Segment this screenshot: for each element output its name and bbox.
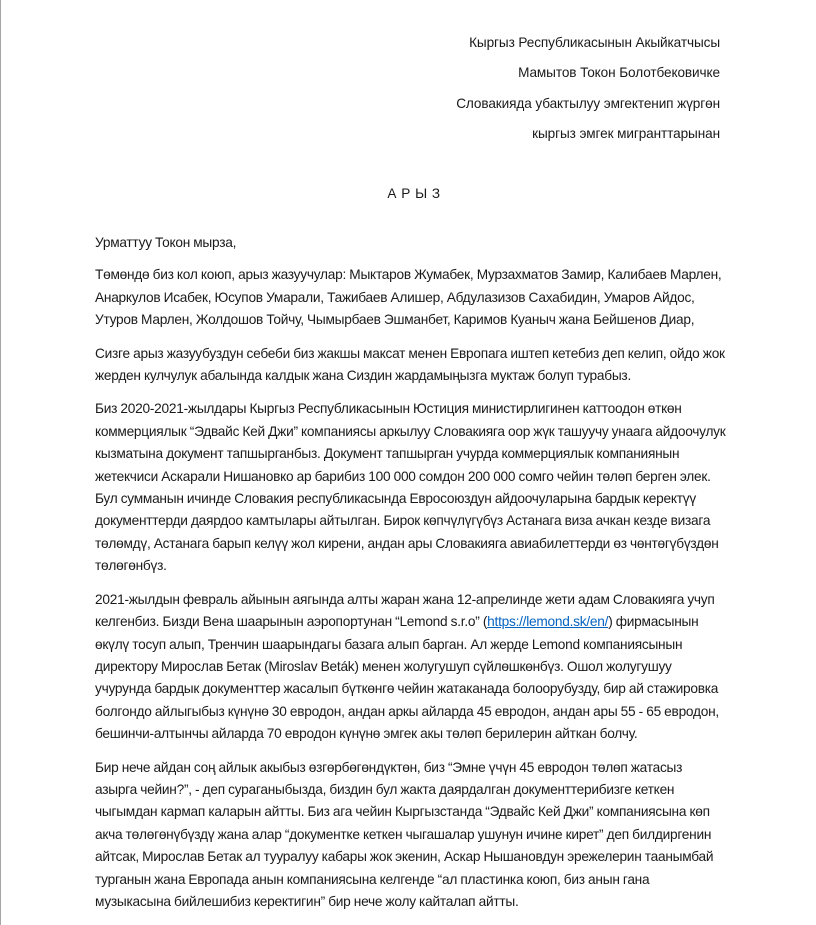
paragraph-arrival-text-after: ) фирмасынын өкүлү тосуп алып, Тренчин шаарындагы базага алып барган. Ал жерде Lemond компаниясынын директору Мирослав Бетак (Miroslav Beták) менен жолугушуп сүйлөшкөнбүз. Ошол жолугушуу учурунда бардык документтер жасалып бүткөнгө чейин жатаканада болоорубузду, бир ай стажировка болгондо айлыгыбыз күнүнө 30 евродон, андан аркы айларда 45 евродон, андан ары 55 - 65 евродон, бешинчи-алтынчы айларда 70 евродон күнүнө эмгек акы төлөп берилерин айткан болчу. xyxy=(95,614,719,742)
document-title: А Р Ы З xyxy=(387,186,441,201)
addressee-line-2: Мамытов Токон Болотбековичке xyxy=(518,65,720,81)
paragraph-complaint: Бир нече айдан соң айлык акыбыз өзгөрбөгөндүктөн, биз “Эмне үчүн 45 евродон төлөп жатасыз азырга чейин?”, - деп сураганыбызда, биздин бул жакта даярдалган документтерибизге кеткен чыгымдан кармап каларын айтты. Биз ага чейин Кыргызстанда “Эдвайс Кей Джи” компаниясына көп акча төлөгөнүбүздү жана алар “документке кеткен чыгашалар ушунун ичине кирет” деп билдиргенин айтсак, Мирослав Бетак ал тууралуу кабары жок экенин, Аскар Нышановдун эрежелерин таанымбай турганын жана Европада анын компаниясына келгенде “ал пластинка коюп, биз анын гана музыкасына бийлешибиз керектигин” бир нече жолу кайталап айтты. xyxy=(95,759,714,909)
addressee-line-1: Кыргыз Республикасынын Акыйкатчысы xyxy=(469,35,720,50)
paragraph-background: Биз 2020-2021-жылдары Кыргыз Республикасынын Юстиция министирлигинен каттоодон өткөн коммерциялык “Эдвайс Кей Джи” компаниясы аркылуу Словакияга оор жүк ташуучу унаага айдоочулук кызматына документ тапшырганбыз. Документ тапшырган учурда коммерциялык компаниянын жетекчиси Аскарали Нишановко ар барибиз 100 000 сомдон 200 000 сомго чейин төлөп берген элек. Бул сумманын ичинде Словакия республикасында Евросоюздун айдоочуларына бардык керектүү документтерди даярдоо камтылары айтылган. Бирок көпчүлүгүбүз Астанага виза ачкан кезде визага төлөмдү, Астанага барып келүү жол кирени, андан ары Словакияга авиабилеттерди өз чөнтөгүбүздөн төлөгөнбүз. xyxy=(95,401,726,574)
paragraph-arrival-text-before: 2021-жылдын февраль айынын аягында алты жаран жана 12-апрелинде жети адам Словакияга учуп келгенбиз. Бизди Вена шаарынын аэропортунан “Lemond s.r.o” ( xyxy=(95,591,715,630)
lemond-website-link[interactable]: https://lemond.sk/en/ xyxy=(487,614,609,630)
addressee-line-3: Словакияда убактылуу эмгектенип жүргөн xyxy=(456,95,720,111)
addressee-line-4: кыргыз эмгек мигранттарынан xyxy=(532,125,720,141)
document-body xyxy=(95,232,727,924)
paragraph-reason: Сизге арыз жазуубуздун себеби биз жакшы максат менен Европага иштеп кетебиз деп келип, ойдо жок жерден кулчулук абалында калдык жана Сиздин жардамыңызга муктаж болуп турабыз. xyxy=(95,345,725,384)
addressee-block xyxy=(456,33,720,154)
paragraph-signatories: Төмөндө биз кол коюп, арыз жазуучулар: Мыктаров Жумабек, Мурзахматов Замир, Калибаев Марлен, Анаркулов Исабек, Юсупов Умарали, Тажибаев Алишер, Абдулазизов Сахабидин, Умаров Айдос, Утуров Марлен, Жолдошов Тойчу, Чымырбаев Эшманбет, Каримов Куаныч жана Бейшенов Диар, xyxy=(95,267,722,328)
greeting: Урматтуу Токон мырза, xyxy=(95,235,237,250)
paragraph-arrival xyxy=(95,589,727,746)
